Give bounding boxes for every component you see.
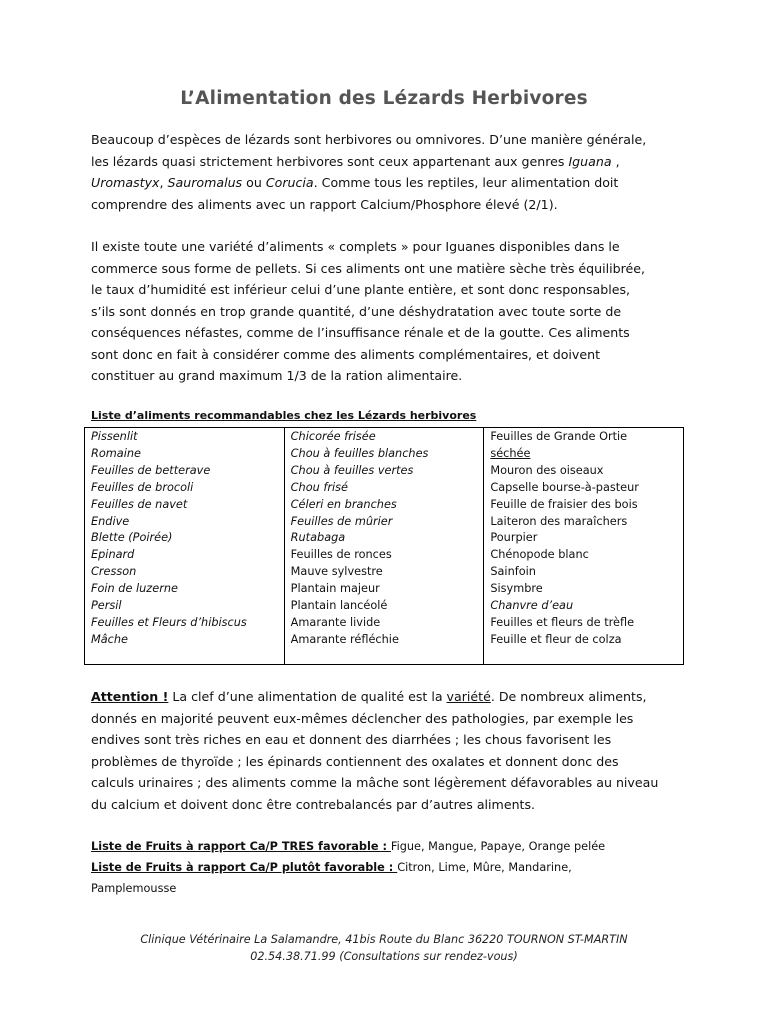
intro-line: comprendre des aliments avec un rapport Calcium/Phosphore élevé (2/1). [91, 196, 558, 212]
food-item: Feuilles de ronces [290, 548, 392, 562]
food-item: Cresson [91, 565, 137, 579]
footer-address: Clinique Vétérinaire La Salamandre, 41bis Route du Blanc 36220 TOURNON ST-MARTIN [140, 933, 628, 946]
footer [0, 931, 768, 965]
food-item: Feuilles de betterave [91, 463, 211, 477]
attention-line: problèmes de thyroïde ; les épinards contiennent des oxalates et donnent donc des [91, 753, 619, 769]
pellets-line: commerce sous forme de pellets. Si ces aliments ont une matière sèche très équilibrée, [91, 260, 646, 276]
fruits-line [91, 836, 691, 857]
pellets-line: conséquences néfastes, comme de l’insuffisance rénale et de la goutte. Ces aliments [91, 325, 630, 340]
intro-line [91, 151, 681, 173]
attention-line: du calcium et doivent donc être contrebalancés par d’autres aliments. [91, 796, 536, 812]
food-item: Sainfoin [490, 565, 536, 579]
food-item: Feuille et fleur de colza [490, 632, 622, 646]
intro-text: . Comme tous les reptiles, leur alimentation doit [313, 175, 619, 190]
food-item: Romaine [91, 446, 141, 460]
food-item: Feuilles de brocoli [91, 480, 194, 494]
food-item: Amarante livide [290, 615, 381, 629]
food-column-3 [483, 428, 683, 664]
food-item: Capselle bourse-à-pasteur [490, 480, 639, 494]
food-item: Chénopode blanc [490, 548, 589, 562]
attention-line: endives sont très riches en eau et donnent des diarrhées ; les chous favorisent les [91, 732, 612, 747]
pellets-line: sont donc en fait à considérer comme des aliments complémentaires, et doivent [91, 346, 601, 362]
food-item: Chicorée frisée [290, 430, 376, 443]
food-item: Chou à feuilles blanches [290, 446, 429, 460]
fruits-value: Figue, Mangue, Papaye, Orange pelée [390, 840, 606, 853]
intro-line [91, 172, 681, 194]
food-item: Mouron des oiseaux [490, 463, 604, 477]
pellets-line: le taux d’humidité est inférieur celui d’une plante entière, et sont donc responsables, [91, 282, 631, 297]
page-title: L’Alimentation des Lézards Herbivores [180, 88, 588, 109]
food-item: Mâche [91, 632, 128, 646]
attention-text: La clef d’une alimentation de qualité est la [168, 689, 447, 704]
food-item: Pourpier [490, 531, 538, 545]
food-item: Amarante réfléchie [290, 632, 399, 646]
attention-line: calculs urinaires ; des aliments comme la mâche sont légèrement défavorables au niveau [91, 775, 659, 790]
pellets-line: Il existe toute une variété d’aliments « complets » pour Iguanes disponibles dans le [91, 239, 620, 254]
food-item: Blette (Poirée) [91, 531, 173, 545]
food-item: Chou frisé [290, 480, 348, 494]
food-item: Plantain lancéolé [290, 599, 388, 613]
food-item: Rutabaga [290, 531, 346, 545]
attention-line: donnés en majorité peuvent eux-mêmes déclencher des pathologies, par exemple les [91, 710, 634, 726]
fruits-value: Citron, Lime, Mûre, Mandarine, [397, 861, 572, 874]
food-item: Feuilles de mûrier [290, 514, 393, 528]
footer-phone: 02.54.38.71.99 (Consultations sur rendez-vous) [250, 950, 518, 963]
attention-line [91, 686, 681, 708]
attention-text: . De nombreux aliments, [490, 689, 647, 704]
food-list-title: Liste d’aliments recommandables chez les Lézards herbivores [91, 409, 477, 422]
genus-sauromalus: Sauromalus [167, 175, 243, 190]
food-item: Foin de luzerne [91, 582, 178, 596]
food-item: Céleri en branches [290, 497, 397, 511]
food-item: Feuilles et fleurs de trèfle [490, 615, 635, 629]
intro-line: Beaucoup d’espèces de lézards sont herbivores ou omnivores. D’une manière générale, [91, 132, 647, 147]
food-item: Chanvre d’eau [490, 599, 574, 613]
intro-paragraph [91, 129, 681, 215]
intro-text: les lézards quasi strictement herbivores sont ceux appartenant aux genres [91, 153, 569, 169]
food-item: Plantain majeur [290, 582, 380, 596]
fruits-section [91, 836, 691, 899]
fruits-line [91, 857, 691, 878]
fruits-line: Pamplemousse [91, 882, 177, 895]
food-table [84, 427, 684, 665]
food-column-1 [85, 428, 284, 664]
intro-text: ou [242, 175, 266, 190]
intro-text: , [159, 175, 168, 190]
food-item: Chou à feuilles vertes [290, 463, 414, 477]
food-item: Sisymbre [490, 582, 543, 596]
food-item: Mauve sylvestre [290, 565, 383, 579]
food-column-2 [284, 428, 484, 664]
food-item: Epinard [91, 548, 135, 562]
food-item: Feuille de fraisier des bois [490, 497, 638, 511]
attention-paragraph [91, 686, 681, 815]
pellets-line: s’ils sont donnés en trop grande quantité, d’une déshydratation avec toute sorte de [91, 303, 622, 319]
food-item: Pissenlit [91, 430, 138, 443]
food-item: Feuilles de navet [91, 497, 188, 511]
intro-text: , [611, 153, 620, 169]
attention-label: Attention ! [91, 689, 169, 704]
food-item: Endive [91, 514, 130, 528]
food-item: Laiteron des maraîchers [490, 514, 628, 528]
genus-uromastyx: Uromastyx [91, 175, 160, 190]
genus-corucia: Corucia [265, 175, 314, 190]
fruits-label: Liste de Fruits à rapport Ca/P TRES favorable : [91, 840, 391, 853]
food-item: Persil [91, 599, 122, 613]
food-item: Feuilles de Grande Ortie [490, 430, 628, 443]
food-item: Feuilles et Fleurs d’hibiscus [91, 615, 247, 629]
food-item: séchée [490, 446, 531, 460]
genus-iguana: Iguana [568, 153, 612, 169]
variety-word: variété [446, 689, 491, 704]
pellets-line: constituer au grand maximum 1/3 de la ration alimentaire. [91, 368, 463, 383]
fruits-label: Liste de Fruits à rapport Ca/P plutôt favorable : [91, 861, 398, 874]
pellets-paragraph [91, 236, 681, 387]
